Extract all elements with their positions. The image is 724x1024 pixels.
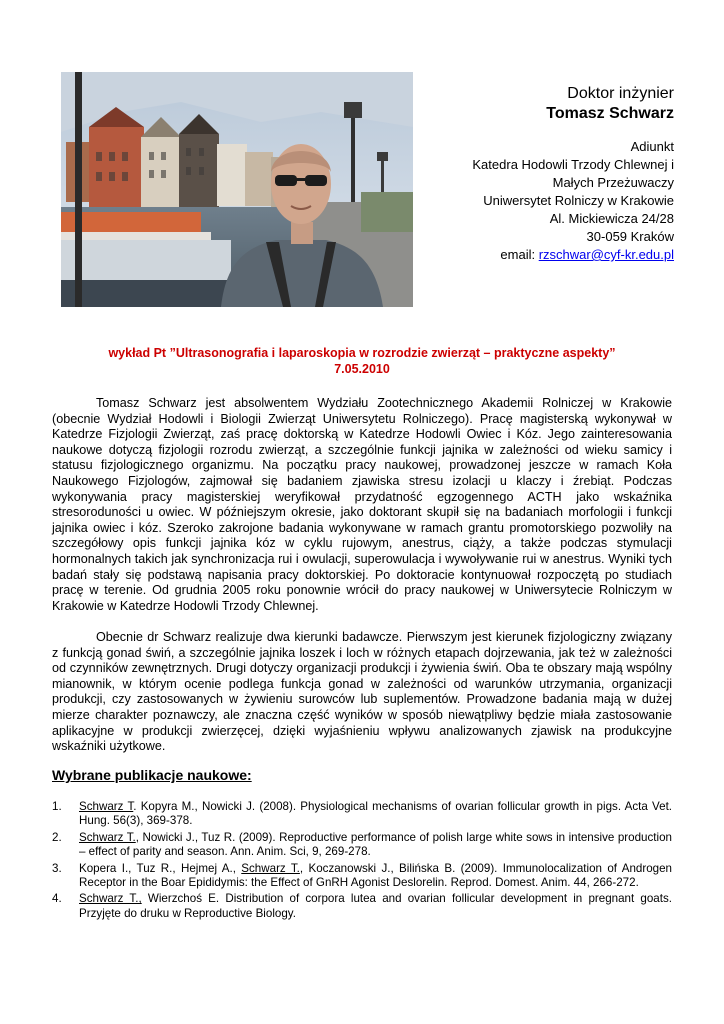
city-address: 30-059 Kraków (586, 229, 674, 244)
publication-number: 2. (52, 830, 62, 844)
bio-paragraph-1: Tomasz Schwarz jest absolwentem Wydziału Zootechnicznego Akademii Rolniczej w Krakowie (obecnie Wydział Hodowli i Biologii Zwierząt Uniwersytetu Rolniczego). Pracę magisterską wykonywał w Katedrze Fizjologii Zwierząt, zaś pracę doktorską w Katedrze Hodowli Owiec i Kóz. Jego zainteresowania naukowe dotyczą fizjologii rozrodu zwierząt, a szczególnie funkcji jajnika w zależności od wieku samicy i statusu fizjologicznego organizmu. Na początku pracy naukowej, prowadzonej jeszcze w ramach Koła Naukowego Fizjologów, zajmował się badaniem zjawiska stresu izolacji u klaczy i źrebiąt. Podczas wykonywania pracy magisterskiej weryfikował przydatność egzogennego ACTH jako wskaźnika stresoroduności u owiec. W późniejszym okresie, jako doktorant skupił się na badaniach morfologii i funkcji jajnika owiec i kóz. Szeroko zakrojone badania wykonywane w ramach grantu promotorskiego pozwoliły na szczegółowy opis funkcji jajnika kóz w cyklu rujowym, anestrus, ciąży, a także podczas stymulacji hormonalnych takich jak synchronizacja rui i owulacji, superowulacja i wywoływanie rui w anestrus. Wyniki tych badań stały się podstawą napisania pracy doktorskiej. Po doktoracie kontynuował rozpoczętą po studiach pracę w terenie. Od grudnia 2005 roku ponownie wrócił do pracy naukowej w Uniwersytecie Rolniczym w Krakowie w Katedrze Hodowli Trzody Chlewnej. (52, 396, 672, 613)
lecture-title: wykład Pt ”Ultrasonografia i laparoskopia w rozrodzie zwierząt – praktyczne aspekty” (108, 346, 616, 360)
publication-item (52, 800, 672, 829)
publications-list (52, 800, 672, 923)
publication-item (52, 892, 672, 921)
email-line (418, 246, 674, 264)
email-link[interactable]: rzschwar@cyf-kr.edu.pl (538, 247, 674, 262)
publication-item (52, 831, 672, 860)
publication-item (52, 862, 672, 891)
contact-info (418, 84, 674, 264)
university: Uniwersytet Rolniczy w Krakowie (483, 193, 674, 208)
publication-text: Schwarz T. Kopyra M., Nowicki J. (2008). Physiological mechanisms of ovarian follicular growth in pigs. Acta Vet. Hung. 56(3), 369-378. (79, 800, 673, 828)
publication-number: 4. (52, 892, 62, 906)
publication-author: Schwarz T., (79, 892, 142, 906)
publication-text: Schwarz T., Nowicki J., Tuz R. (2009). Reproductive performance of polish large white sows in intensive production – effect of parity and season. Ann. Anim. Sci, 9, 269-278. (79, 830, 672, 859)
lecture-date: 7.05.2010 (334, 362, 390, 376)
person-name: Tomasz Schwarz (546, 105, 674, 122)
publication-author: Schwarz T (79, 800, 134, 813)
publication-text: Kopera I., Tuz R., Hejmej A., Schwarz T., Koczanowski J., Bilińska B. (2009). Immunolocalization of Androgen Receptor in the Boar Epididymis: the Effect of GnRH Agonist Deslorelin. Reprod. Domest. Anim. 44, 266-272. (79, 861, 672, 890)
publication-author: Schwarz T. (79, 830, 136, 844)
portrait-photo (61, 72, 413, 307)
publications-heading: Wybrane publikacje naukowe: (52, 767, 252, 783)
email-label: email: (500, 247, 539, 262)
department-line1: Katedra Hodowli Trzody Chlewnej i (472, 157, 674, 172)
department-line2: Małych Przeżuwaczy (552, 175, 674, 190)
portrait-photo-illustration (61, 72, 413, 307)
publication-author: Schwarz T. (241, 861, 300, 875)
publication-number: 3. (52, 861, 62, 875)
publication-number: 1. (52, 800, 62, 813)
position: Adiunkt (630, 139, 674, 154)
lecture-announcement (52, 345, 672, 377)
publication-text: Schwarz T., Wierzchoś E. Distribution of corpora lutea and ovarian follicular development in pregnant goats. Przyjęte do druku w Reproductive Biology. (79, 892, 672, 920)
street-address: Al. Mickiewicza 24/28 (549, 211, 674, 226)
bio-paragraph-2: Obecnie dr Schwarz realizuje dwa kierunki badawcze. Pierwszym jest kierunek fizjologiczny związany z funkcją gonad świń, a szczególnie jajnika loszek i loch w różnych etapach dojrzewania, jak też w zależności od czynników zewnętrznych. Drugi dotyczy organizacji produkcji i żywienia świń. Oba te obszary mają wspólny mianownik, w którym ocenie podlega funkcja gonad w zależności od warunków utrzymania, organizacji produkcji, czy zastosowanych w żywieniu surowców lub suplementów. Prowadzone badania mają w dużej mierze charakter poznawczy, ale znaczna część wyników w sposób niewątpliwy będzie miała zastosowanie aplikacyjne w produkcji zwierzęcej, dzięki wyjaśnieniu wpływu analizowanych zjawisk na produkcyjne wskaźniki użytkowe. (52, 630, 672, 754)
degree-title: Doktor inżynier (567, 85, 674, 102)
